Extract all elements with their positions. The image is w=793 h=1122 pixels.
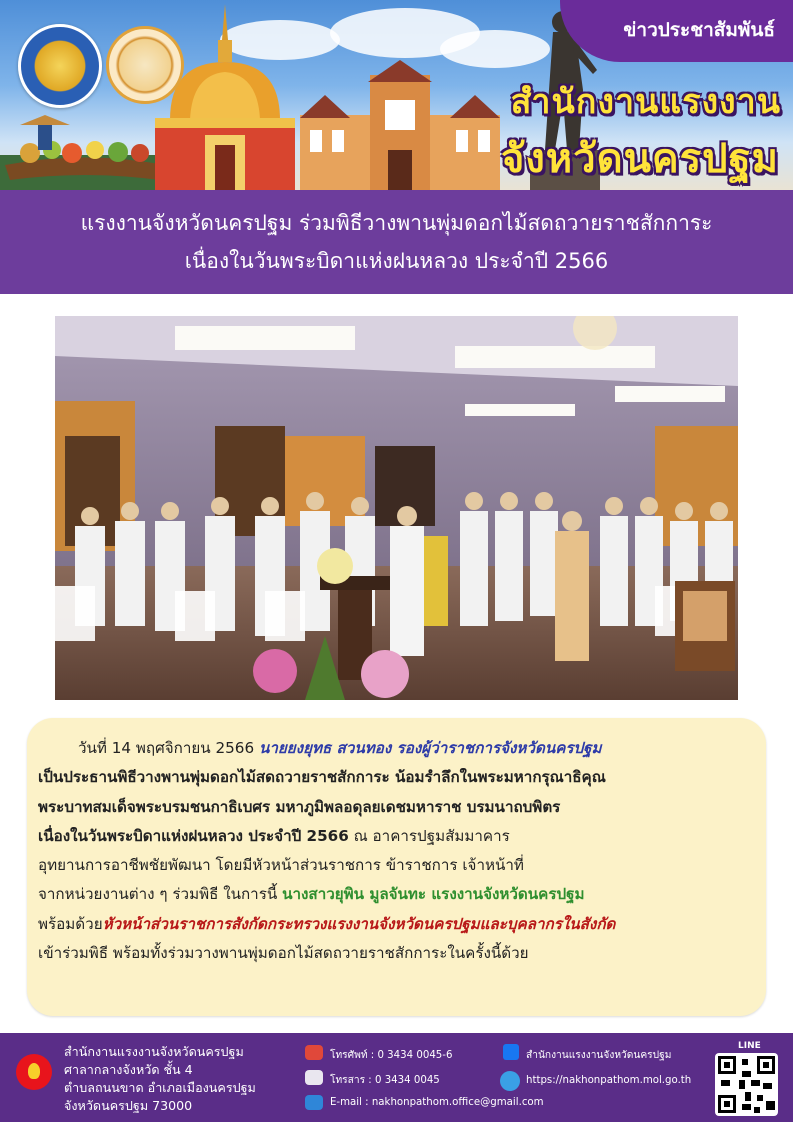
- attendees-text: หัวหน้าส่วนราชการสังกัดกระทรวงแรงงานจังหวัดนครปฐมและบุคลากรในสังกัด: [102, 914, 616, 933]
- address-line: จังหวัดนครปฐม 73000: [64, 1098, 193, 1113]
- headline-band: [0, 190, 793, 294]
- section-tag-label: ข่าวประชาสัมพันธ์: [623, 19, 775, 41]
- office-name-line2: จังหวัดนครปฐม: [500, 136, 779, 182]
- address-line: สำนักงานแรงงานจังหวัดนครปฐม: [64, 1044, 244, 1059]
- ceremony-photo: [55, 316, 738, 700]
- article-text: จากหน่วยงานต่าง ๆ ร่วมพิธี ในการนี้: [38, 885, 283, 904]
- footer: [0, 1033, 793, 1122]
- facebook-icon: [503, 1044, 519, 1060]
- office-name-line1: สำนักงานแรงงาน: [510, 82, 781, 122]
- article-line: [38, 880, 756, 909]
- phone-number: โทรศัพท์ : 0 3434 0045-6: [330, 1050, 453, 1061]
- ceremony-hall-illustration: [55, 316, 738, 700]
- facebook-page[interactable]: สำนักงานแรงงานจังหวัดนครปฐม: [526, 1050, 672, 1061]
- headline-line1: แรงงานจังหวัดนครปฐม ร่วมพิธีวางพานพุ่มดอกไม้สดถวายราชสักการะ: [80, 211, 713, 235]
- venue-text: ณ อาคารปฐมสัมมาคาร: [348, 826, 510, 845]
- qr-code-icon: [715, 1053, 778, 1116]
- nakhon-pathom-province-seal: [106, 26, 184, 104]
- address-line: ศาลากลางจังหวัด ชั้น 4: [64, 1062, 193, 1077]
- article-line: เป็นประธานพิธีวางพานพุ่มดอกไม้สดถวายราชสักการะ น้อมรำลึกในพระมหากรุณาธิคุณ: [38, 768, 606, 787]
- phone-icon: [305, 1045, 323, 1060]
- phra-pathom-chedi-illustration: [150, 0, 300, 190]
- email-address[interactable]: E-mail : nakhonpathom.office@gmail.com: [330, 1097, 544, 1108]
- email-icon: [305, 1095, 323, 1110]
- office-emblem-icon: [16, 1054, 52, 1090]
- article-body: [38, 734, 756, 968]
- line-qr-code: [715, 1053, 778, 1116]
- headline-line2: เนื่องในวันพระบิดาแห่งฝนหลวง ประจำปี 2566: [184, 249, 609, 273]
- article-line: พระบาทสมเด็จพระบรมชนกาธิเบศร มหาภูมิพลอดุลยเดชมหาราช บรมนาถบพิตร: [38, 797, 561, 816]
- sanam-chandra-palace-illustration: [300, 60, 500, 190]
- address-line: ตำบลถนนขาด อำเภอเมืองนครปฐม: [64, 1080, 256, 1095]
- ministry-of-labour-logo: [18, 24, 102, 108]
- floating-market-illustration: [0, 95, 170, 190]
- article-date: วันที่ 14 พฤศจิกายน 2566: [78, 739, 259, 757]
- line-label: LINE: [738, 1041, 761, 1051]
- website-link[interactable]: https://nakhonpathom.mol.go.th: [526, 1075, 692, 1086]
- article-line: อุทยานการอาชีพชัยพัฒนา โดยมีหัวหน้าส่วนราชการ ข้าราชการ เจ้าหน้าที่: [38, 856, 524, 875]
- chairperson-name: นายยงยุทธ สวนทอง รองผู้ว่าราชการจังหวัดนครปฐม: [258, 739, 602, 757]
- labour-officer-name: นางสาวยุพิน มูลจันทะ แรงงานจังหวัดนครปฐม: [282, 885, 585, 904]
- header-banner: [0, 0, 793, 190]
- article-card: [27, 718, 766, 1016]
- section-tag: [560, 0, 793, 62]
- article-line: [38, 734, 756, 763]
- article-line: เข้าร่วมพิธี พร้อมทั้งร่วมวางพานพุ่มดอกไม้สดถวายราชสักการะในครั้งนี้ด้วย: [38, 944, 529, 963]
- globe-icon: [500, 1071, 520, 1091]
- article-line: [38, 910, 756, 939]
- article-line: [38, 822, 756, 851]
- occasion-text: เนื่องในวันพระบิดาแห่งฝนหลวง ประจำปี 2566: [38, 826, 349, 845]
- fax-icon: [305, 1070, 323, 1085]
- fax-number: โทรสาร : 0 3434 0045: [330, 1075, 440, 1086]
- article-text: พร้อมด้วย: [38, 914, 103, 933]
